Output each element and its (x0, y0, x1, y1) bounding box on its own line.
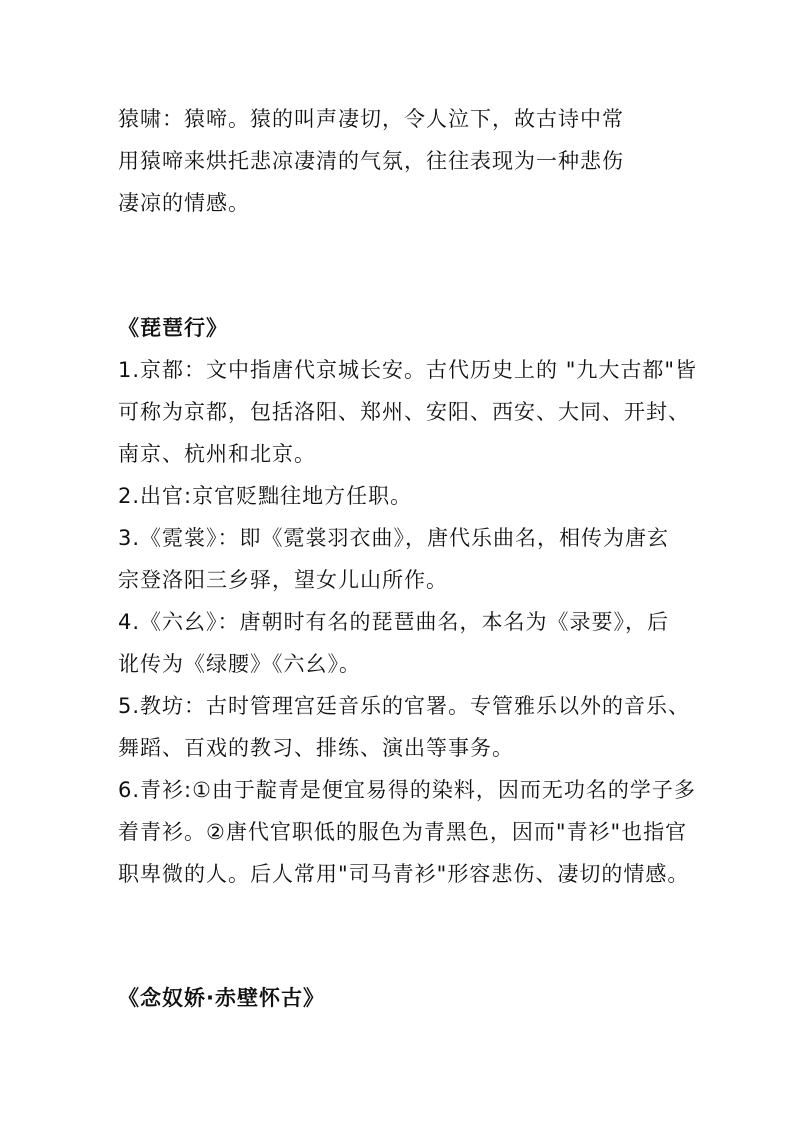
pipa-line-7: 4.《六幺》：唐朝时有名的琵琶曲名，本名为《录要》，后 (118, 610, 670, 634)
pipa-line-3: 南京、杭州和北京。 (118, 442, 316, 466)
pipa-line-13: 职卑微的人。后人常用"司马青衫"形容悲伤、凄切的情感。 (118, 862, 690, 886)
section-title-pipa: 《琵琶行》 (118, 316, 228, 340)
pipa-line-6: 宗登洛阳三乡驿，望女儿山所作。 (118, 568, 448, 592)
intro-line-3: 凄凉的情感。 (118, 191, 250, 215)
pipa-line-5: 3.《霓裳》：即《霓裳羽衣曲》，唐代乐曲名，相传为唐玄 (118, 526, 670, 550)
pipa-line-11: 6.青衫:①由于靛青是便宜易得的染料，因而无功名的学子多 (118, 778, 696, 802)
pipa-line-1: 1.京都：文中指唐代京城长安。古代历史上的 "九大古都"皆 (118, 358, 698, 382)
pipa-line-4: 2.出官:京官贬黜往地方任职。 (118, 484, 413, 508)
section-title-niannujiao: 《念奴娇·赤壁怀古》 (118, 986, 325, 1010)
pipa-line-8: 讹传为《绿腰》《六幺》。 (118, 652, 361, 676)
intro-line-2: 用猿啼来烘托悲凉凄清的气氛，往往表现为一种悲伤 (118, 149, 624, 173)
pipa-line-10: 舞蹈、百戏的教习、排练、演出等事务。 (118, 736, 514, 760)
pipa-line-2: 可称为京都，包括洛阳、郑州、安阳、西安、大同、开封、 (118, 400, 690, 424)
pipa-line-12: 着青衫。②唐代官职低的服色为青黑色，因而"青衫"也指官 (118, 820, 688, 844)
intro-line-1: 猿啸：猿啼。猿的叫声凄切，令人泣下，故古诗中常 (118, 107, 624, 131)
pipa-line-9: 5.教坊：古时管理宫廷音乐的官署。专管雅乐以外的音乐、 (118, 694, 691, 718)
